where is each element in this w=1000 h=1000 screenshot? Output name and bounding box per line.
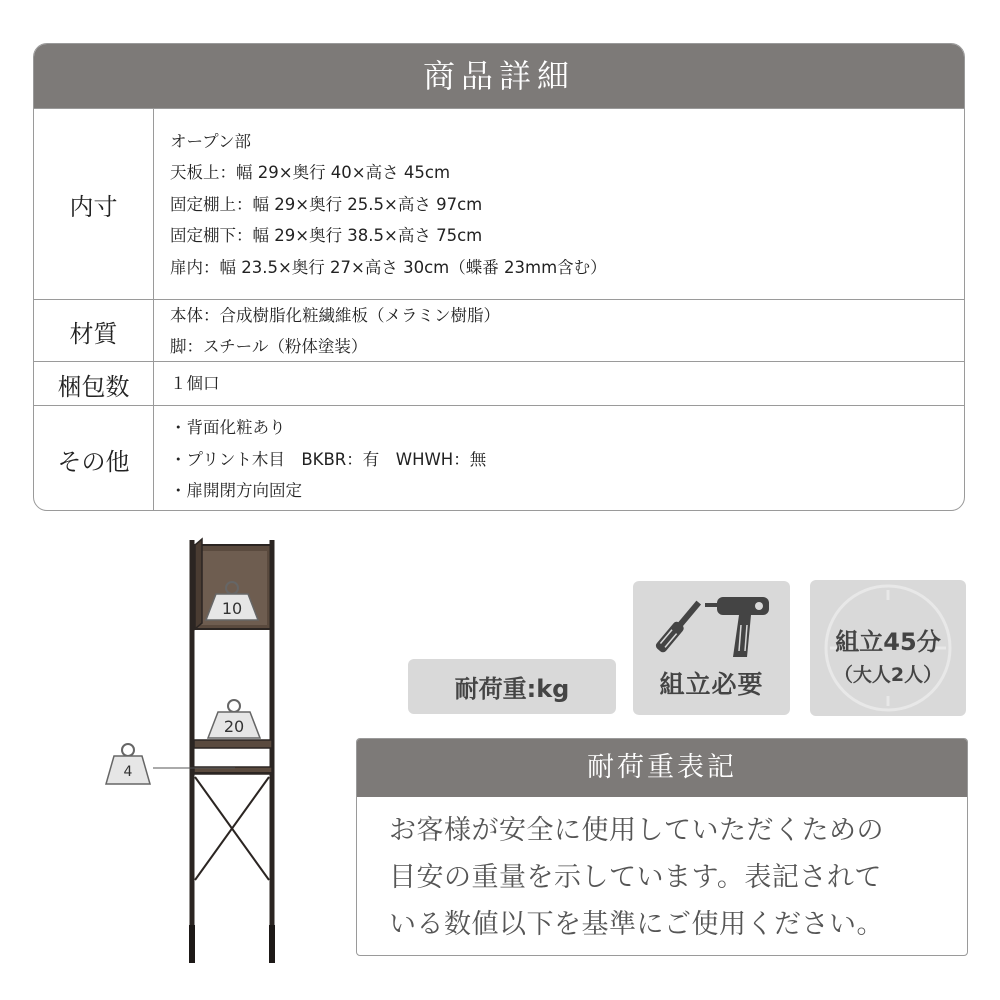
spec-label-material: 材質 (34, 300, 154, 362)
spec-line: １個口 (170, 374, 220, 394)
weight-value: 4 (123, 764, 133, 780)
load-notice-body (357, 797, 967, 948)
weight-icon-bottom (104, 742, 152, 786)
notice-line: お客様が安全に使用していただくための (389, 815, 884, 846)
spec-label-other: その他 (34, 406, 154, 511)
spec-label-dimensions: 内寸 (34, 109, 154, 300)
assembly-time-badge (810, 580, 966, 716)
tools-icon (647, 595, 777, 665)
spec-row-package-count (34, 361, 964, 406)
assembly-people-label: （大人2人） (833, 664, 943, 686)
weight-value: 10 (221, 599, 243, 618)
spec-line: 天板上：幅 29×奥行 40×高さ 45cm (170, 163, 451, 183)
spec-line: ・プリント木目 BKBR：有 WHWH：無 (170, 449, 487, 469)
spec-line: 固定棚上：幅 29×奥行 25.5×高さ 97cm (170, 194, 483, 214)
spec-values-package-count (170, 362, 954, 406)
spec-line: 扉内：幅 23.5×奥行 27×高さ 30cm（蝶番 23mm含む） (170, 257, 607, 277)
load-capacity-badge: 耐荷重:kg (408, 659, 616, 714)
weight-value: 20 (223, 717, 245, 736)
load-notice-title: 耐荷重表記 (357, 739, 967, 797)
spec-line: オープン部 (170, 131, 252, 151)
spec-values-material (170, 300, 954, 362)
assembly-time-label: 組立45分 (835, 628, 941, 656)
weight-icon-middle (206, 698, 262, 740)
fixed-shelf (194, 740, 272, 748)
spec-line: ・扉開閉方向固定 (170, 481, 302, 501)
spec-line: ・背面化粧あり (170, 418, 286, 438)
spec-values-dimensions (170, 109, 954, 300)
product-details-title: 商品詳細 (34, 44, 964, 108)
spec-row-other (34, 405, 964, 511)
spec-row-dimensions (34, 108, 964, 300)
cabinet-door (195, 539, 202, 629)
spec-line: 脚：スチール（粉体塗装） (170, 337, 368, 356)
product-details-table (33, 43, 965, 511)
notice-line: いる数値以下を基準にご使用ください。 (389, 909, 884, 940)
spec-line: 本体：合成樹脂化粧繊維板（メラミン樹脂） (170, 305, 500, 325)
notice-line: 目安の重量を示しています。表記されて (389, 862, 882, 893)
assembly-required-badge (633, 581, 790, 715)
spec-values-other (170, 406, 954, 511)
load-notice (356, 738, 968, 956)
spec-row-material (34, 299, 964, 362)
assembly-required-label: 組立必要 (659, 670, 764, 699)
weight-icon-top (204, 580, 260, 622)
spec-line: 固定棚下：幅 29×奥行 38.5×高さ 75cm (170, 226, 483, 246)
spec-label-package-count: 梱包数 (34, 362, 154, 406)
